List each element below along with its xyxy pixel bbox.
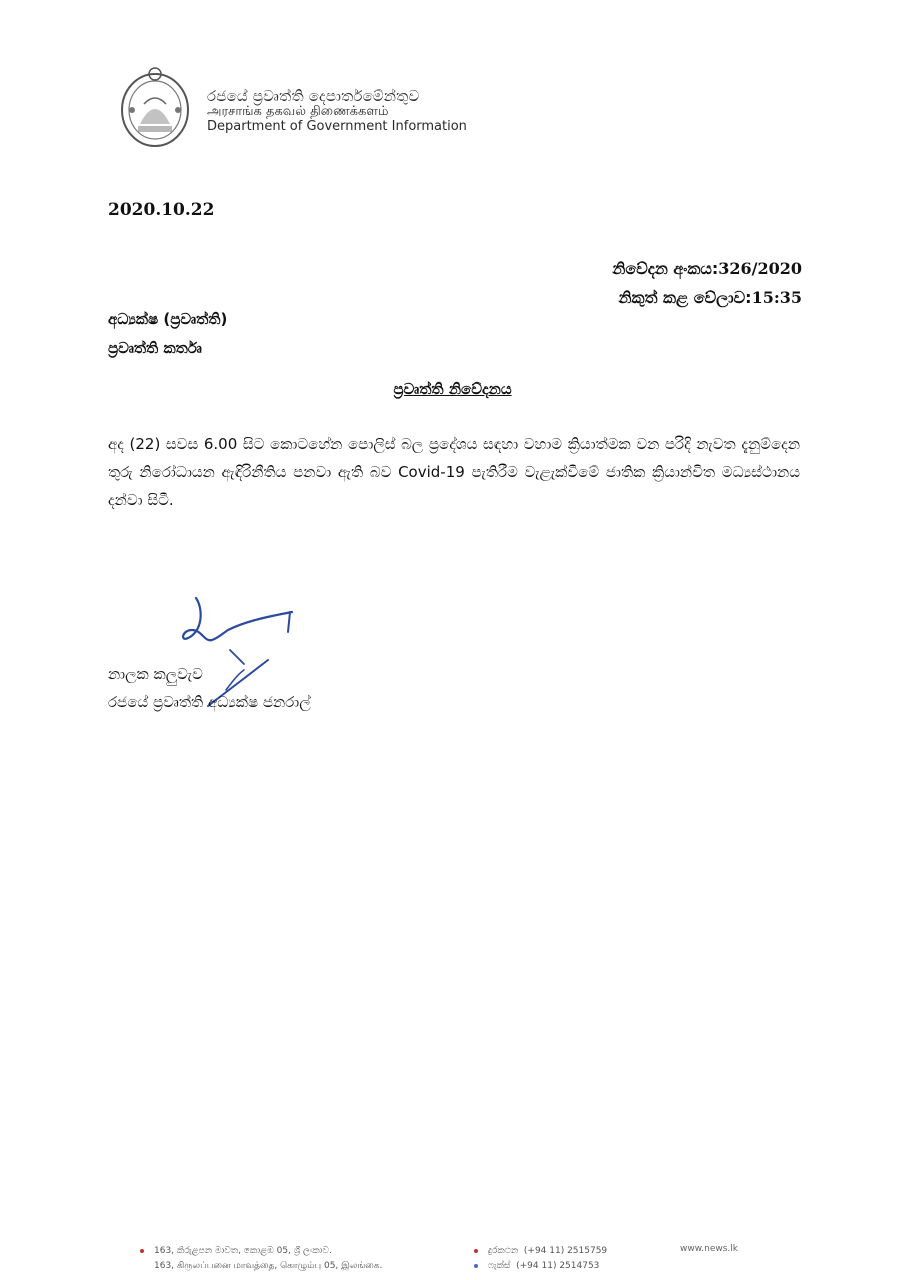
bullet-icon xyxy=(140,1249,144,1253)
footer-address-sinhala: 163, කිරුළපන මාවත, කොළඹ 05, ශ්‍රී ලංකාව. xyxy=(140,1244,382,1259)
reference-block xyxy=(612,254,802,312)
signatory-block xyxy=(108,660,311,716)
department-name-english: Department of Government Information xyxy=(207,119,467,135)
recipient-line: ප්‍රවෘත්ති කර්තෘ xyxy=(108,339,202,357)
government-emblem-icon xyxy=(118,64,192,150)
recipients xyxy=(108,305,227,363)
department-name-sinhala: රජයේ ප්‍රවෘත්ති දෙපාර්තමේන්තුව xyxy=(207,87,420,105)
footer-address-tamil: 163, கிருலப்பனை மாவத்தை, கொழும்பு 05, இலங்கை. xyxy=(154,1261,383,1271)
release-number: නිවේදන අංකය:326/2020 xyxy=(612,259,802,278)
fax-icon xyxy=(474,1264,478,1268)
recipient-line: අධ්‍යක්ෂ (ප්‍රවෘත්ති) xyxy=(108,310,228,328)
footer-contacts xyxy=(474,1244,607,1274)
footer-phone: දුරකථන (+94 11) 2515759 xyxy=(474,1244,607,1259)
release-time: නිකුත් කළ වේලාව:15:35 xyxy=(618,288,802,307)
department-name-tamil: அரசாங்க தகவல் திணைக்களம் xyxy=(207,104,389,120)
document-date: 2020.10.22 xyxy=(108,200,215,220)
footer-website[interactable]: www.news.lk xyxy=(680,1244,738,1254)
footer-fax: ෆැක්ස් (+94 11) 2514753 xyxy=(474,1259,607,1274)
department-letterhead xyxy=(207,88,467,135)
signatory-title: රජයේ ප්‍රවෘත්ති අධ්‍යක්ෂ ජනරාල් xyxy=(108,693,311,711)
press-release-body: අද (22) සවස 6.00 සිට කොටහේන පොලිස් බල ප්‍රදේශය සඳහා වහාම ක්‍රියාත්මක වන පරිදි නැවත දැනුම්දෙන තුරු නිරෝධායන ඇඳිරිනීතිය පනවා ඇති බව Covid-19 පැතිරීම වැළැක්වීමේ ජාතික ක්‍රියාන්විත මධ්‍යස්ථානය දන්වා සිටී. xyxy=(108,435,800,509)
phone-icon xyxy=(474,1249,478,1253)
press-release-heading: ප්‍රවෘත්ති නිවේදනය xyxy=(393,380,512,398)
signatory-name: නාලක කලුවැව xyxy=(108,665,203,683)
footer-address xyxy=(140,1244,382,1274)
